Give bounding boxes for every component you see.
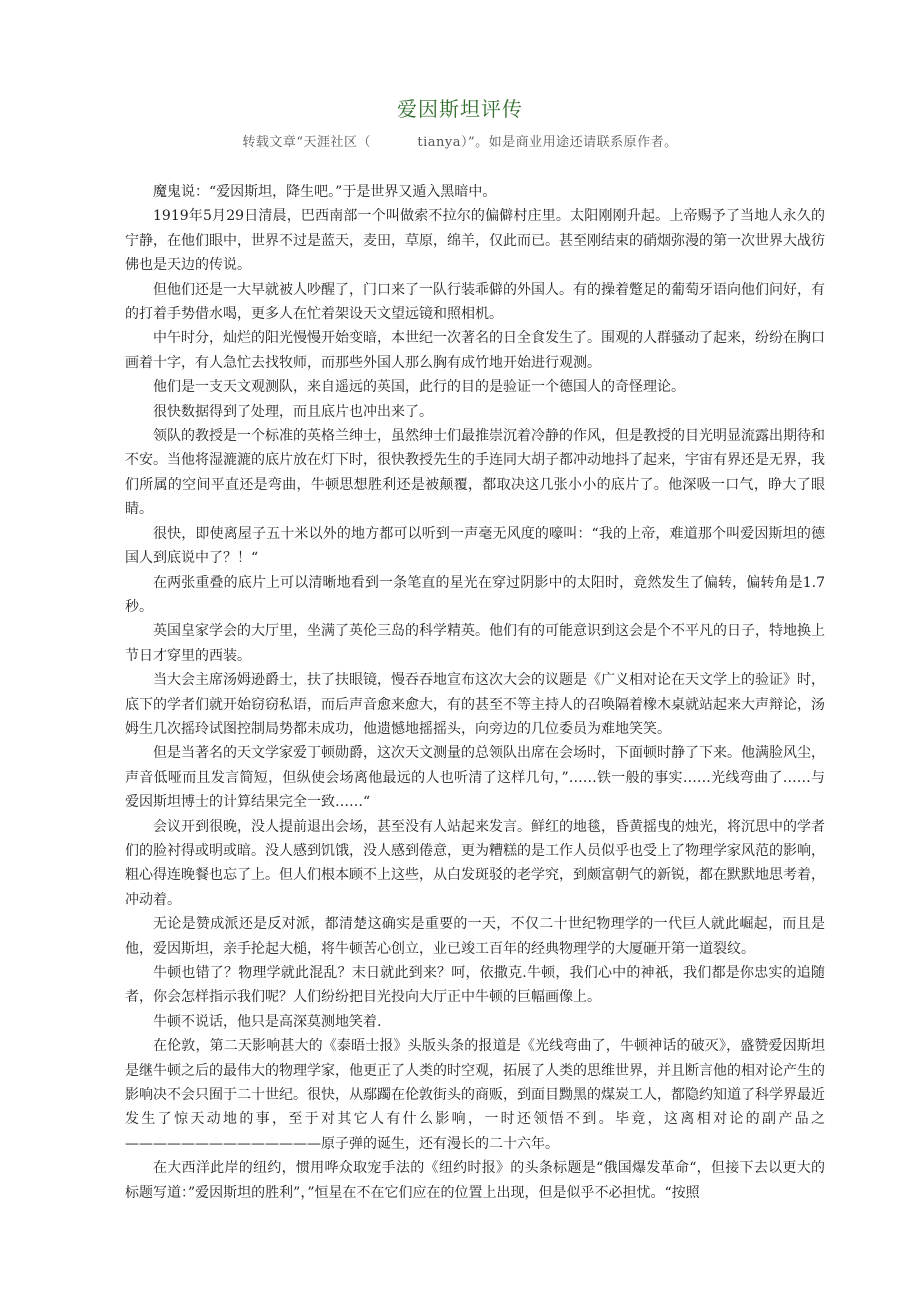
paragraph: 在大西洋此岸的纽约，惯用哗众取宠手法的《纽约时报》的头条标题是“俄国爆发革命“，但接下去以更大的标题写道：”爱因斯坦的胜利”，”恒星在不在它们应在的位置上出现，但是似乎不必担忧。“按照 [125, 1160, 825, 1201]
paragraph: 魔鬼说：“爱因斯坦，降生吧。”于是世界又遁入黑暗中。 [153, 184, 497, 200]
paragraph: 会议开到很晚，没人提前退出会场，甚至没有人站起来发言。鲜红的地毯，昏黄摇曳的烛光，将沉思中的学者们的脸衬得或明或暗。没人感到饥饿，没人感到倦意，更为糟糕的是工作人员似乎也受上了物理学家风范的影响，粗心得连晚餐也忘了上。但人们根本顾不上这些，从白发斑驳的老学究，到颇富朝气的新锐，都在默默地思考着，冲动着。 [125, 818, 825, 908]
paragraph: 但他们还是一大早就被人吵醒了，门口来了一队行装乖僻的外国人。有的操着蹩足的葡萄牙语向他们问好，有的打着手势借水喝，更多人在忙着架设天文望远镜和照相机。 [125, 281, 825, 323]
document-title: 爱因斯坦评传 [397, 97, 523, 121]
paragraph: 在两张重叠的底片上可以清晰地看到一条笔直的星光在穿过阴影中的太阳时，竟然发生了偏转，偏转角是1.7秒。 [125, 574, 825, 615]
paragraph: 在伦敦，第二天影响甚大的《泰晤士报》头版头条的报道是《光线弯曲了，牛顿神话的破灭》，盛赞爱因斯坦是继牛顿之后的最伟大的物理学家，他更正了人类的时空观，拓展了人类的思维世界，并且断言他的相对论产生的影响决不会只囿于二十世纪。很快，从鄢躅在伦敦街头的商贩，到面目黝黑的煤炭工人，都隐约知道了科学界最近发生了惊天动地的事，至于对其它人有什么影响，一时还领悟不到。毕竟，这离相对论的副产品之——————————————原子弹的诞生，还有漫长的二十六年。 [125, 1038, 825, 1152]
paragraph: 很快，即使离屋子五十米以外的地方都可以听到一声毫无风度的嚎叫：“我的上帝，难道那个叫爱因斯坦的德国人到底说中了？！“ [125, 525, 825, 567]
paragraph: 但是当著名的天文学家爱丁顿勋爵，这次天文测量的总领队出席在会场时，下面顿时静了下来。他满脸风尘，声音低哑而且发言简短，但纵使会场离他最远的人也听清了这样几句，”……铁一般的事实……光线弯曲了……与爱因斯坦博士的计算结果完全一致……“ [125, 745, 825, 811]
article-body [125, 180, 825, 1205]
paragraph: 他们是一支天文观测队，来自遥远的英国，此行的目的是验证一个德国人的奇怪理论。 [153, 379, 685, 396]
paragraph: 英国皇家学会的大厅里，坐满了英伦三岛的科学精英。他们有的可能意识到这会是个不平凡的日子，特地换上节日才穿里的西装。 [125, 623, 825, 664]
paragraph: 当大会主席汤姆逊爵士，扶了扶眼镜，慢吞吞地宣布这次大会的议题是《广义相对论在天文学上的验证》时，底下的学者们就开始窃窃私语，而后声音愈来愈大，有的甚至不等主持人的召唤隔着橡木桌就站起来大声辩论，汤姆生几次摇玲试图控制局势都未成功，他遗憾地摇摇头，向旁边的几位委员为难地笑笑。 [125, 672, 825, 737]
paragraph: 牛顿不说话，他只是高深莫测地笑着. [153, 1013, 382, 1030]
paragraph: 领队的教授是一个标准的英格兰绅士，虽然绅士们最推崇沉着冷静的作风，但是教授的目光明显流露出期待和不安。当他将湿漉漉的底片放在灯下时，很快教授先生的手连同大胡子都冲动地抖了起来，宇宙有界还是无界，我们所属的空间平直还是弯曲，牛顿思想胜利还是被颠覆，都取决这几张小小的底片了。他深吸一口气，睁大了眼睛。 [125, 428, 825, 518]
paragraph: 1919年5月29日清晨，巴西南部一个叫做索不拉尔的偏僻村庄里。太阳刚刚升起。上帝赐予了当地人永久的宁静，在他们眼中，世界不过是蓝天，麦田，草原，绵羊，仅此而已。甚至刚结束的硝烟弥漫的第一次世界大战彷佛也是天边的传说。 [125, 208, 825, 274]
paragraph: 很快数据得到了处理，而且底片也冲出来了。 [153, 403, 433, 420]
paragraph: 无论是赞成派还是反对派，都清楚这确实是重要的一天，不仅二十世纪物理学的一代巨人就此崛起，而且是他，爱因斯坦，亲手抡起大槌，将牛顿苦心创立，业已竣工百年的经典物理学的大厦砸开第一道裂纹。 [125, 916, 825, 957]
document-subtitle: 转载文章“天涯社区（ tianya）”。如是商业用途还请联系原作者。 [242, 135, 678, 150]
paragraph: 中午时分，灿烂的阳光慢慢开始变暗，本世纪一次著名的日全食发生了。围观的人群骚动了起来，纷纷在胸口画着十字，有人急忙去找牧师，而那些外国人那么胸有成竹地开始进行观测。 [125, 330, 825, 371]
paragraph: 牛顿也错了？物理学就此混乱？末日就此到来？呵，依撒克.牛顿，我们心中的神祇，我们都是你忠实的追随者，你会怎样指示我们呢？人们纷纷把目光投向大厅正中牛顿的巨幅画像上。 [125, 965, 825, 1006]
